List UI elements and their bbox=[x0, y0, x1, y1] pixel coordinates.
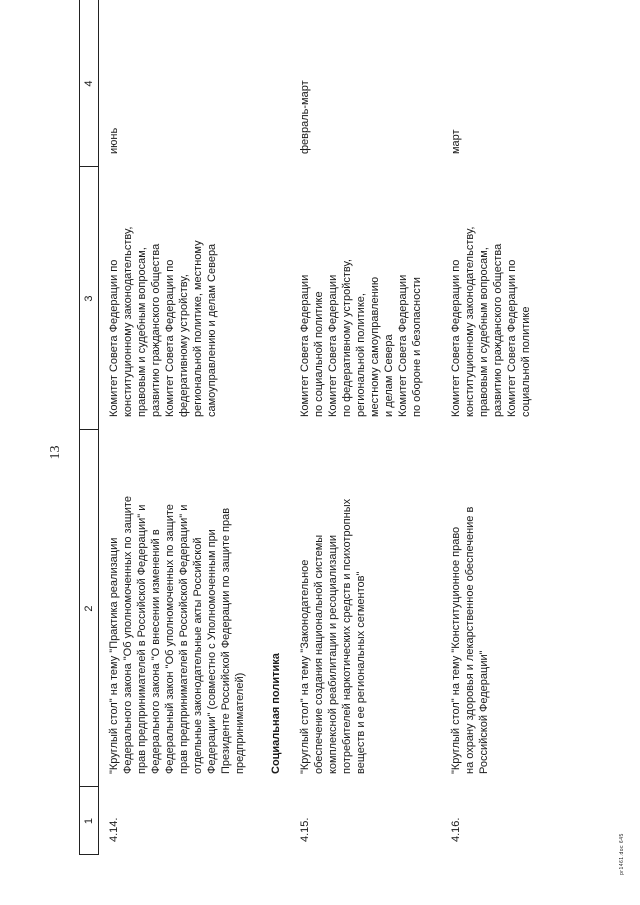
row-date: март bbox=[450, 129, 462, 154]
page-number: 13 bbox=[48, 445, 63, 460]
column-header-4: 4 bbox=[83, 80, 95, 87]
row-date: февраль-март bbox=[299, 80, 311, 154]
row-committees-text: Комитет Совета Федерации по конституционному законодательству, правовым и судебным вопросам, развитию гражданского общества Комитет Совета Федерации по социальной политике bbox=[450, 226, 532, 417]
row-number: 4.14. bbox=[108, 817, 120, 842]
header-bottom-border bbox=[98, 0, 99, 855]
row-number: 4.16. bbox=[450, 817, 462, 842]
column-header-2: 2 bbox=[83, 605, 95, 612]
column-header-1: 1 bbox=[83, 817, 95, 825]
row-number: 4.15. bbox=[299, 817, 311, 842]
row-date: июнь bbox=[108, 127, 120, 154]
column-header-3: 3 bbox=[83, 295, 95, 302]
row-committees-text: Комитет Совета Федерации по конституционному законодательству, правовым и судебным вопросам, развитию гражданского общества Комитет Совета Федерации по федеративному устройству, региональной политике, местному самоуправлению и делам Севера bbox=[108, 226, 218, 417]
document-footer: pr1461.doc 645 bbox=[619, 833, 625, 875]
row-event-text: "Круглый стол" на тему "Практика реализации Федерального закона "Об уполномоченных по защите прав предпринимателей в Российской Федерации" и Федерального закона "О внесении изменений в Федеральный закон "Об уполномоченных по защите прав предпринимателей в Российской Федерации" и отдельные законодательные акты Российской Федерации" (совместно с Уполномоченным при Президенте Российской Федерации по защите прав предпринимателей) bbox=[108, 496, 246, 774]
row-event-text: "Круглый стол" на тему "Законодательное обеспечение создания национальной системы комплексной реабилитации и ресоциализации потребителей наркотических средств и психотропных веществ и ее региональных сегментов" bbox=[299, 498, 367, 774]
row-committees-text: Комитет Совета Федерации по социальной политике Комитет Совета Федерации по федеративному устройству, региональной политике, местному самоуправлению и делам Севера Комитет Совета Федерации по обороне и безопасности bbox=[299, 259, 423, 417]
table-top-border bbox=[79, 0, 80, 855]
row-event-text: "Круглый стол" на тему "Конституционное право на охрану здоровья и лекарственное обеспечение в Российской Федерации" bbox=[450, 506, 490, 774]
section-heading: Социальная политика bbox=[270, 653, 282, 774]
